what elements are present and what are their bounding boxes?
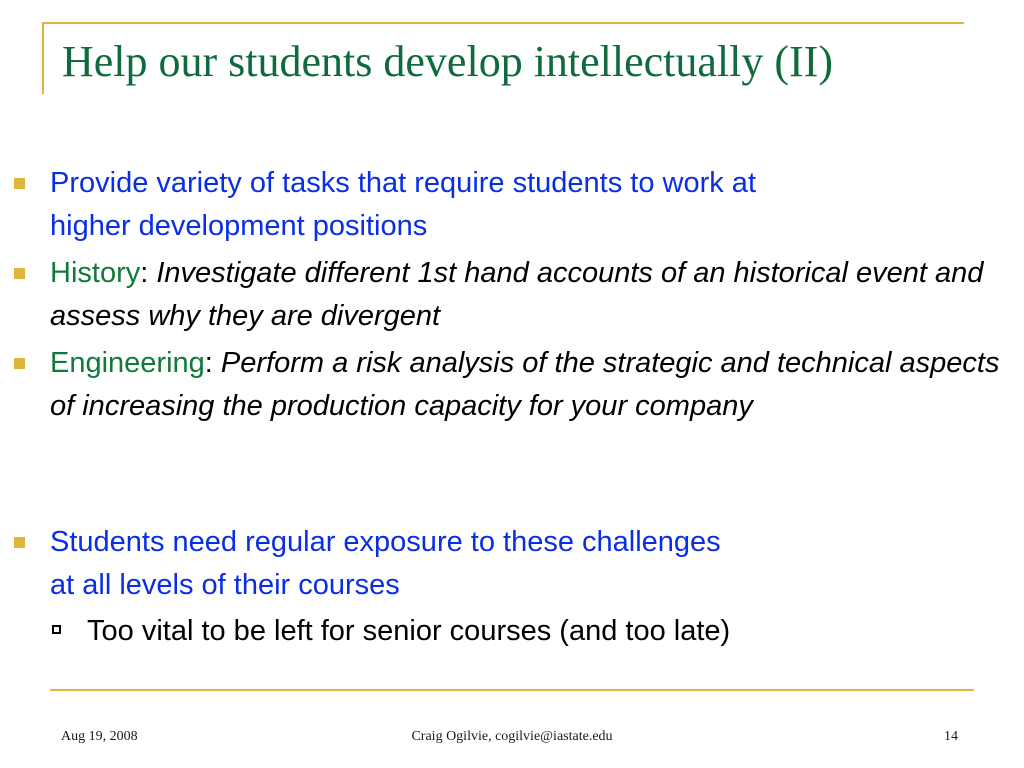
square-bullet-icon bbox=[14, 537, 25, 548]
bullet-item-regular-exposure bbox=[50, 521, 1010, 607]
footer-page-number: 14 bbox=[944, 729, 958, 744]
footer-author: Craig Ogilvie, cogilvie@iastate.edu bbox=[411, 729, 613, 744]
sub-bullet-item bbox=[87, 610, 987, 653]
bullet-text-line1: Students need regular exposure to these challenges bbox=[50, 526, 721, 558]
page-title: Help our students develop intellectually (II) bbox=[62, 37, 833, 86]
title-border-top bbox=[42, 22, 964, 24]
label-separator: : bbox=[140, 257, 149, 289]
bullet-item-variety-of-tasks bbox=[50, 162, 1010, 248]
square-bullet-icon bbox=[14, 178, 25, 189]
bullet-text-line1: Provide variety of tasks that require students to work at bbox=[50, 167, 756, 199]
bullet-label-history: History bbox=[50, 257, 141, 289]
label-separator: : bbox=[204, 347, 213, 379]
square-bullet-icon bbox=[14, 268, 25, 279]
bullet-text-line2: at all levels of their courses bbox=[50, 569, 400, 601]
bullet-body-history: Investigate different 1st hand accounts of an historical event and assess why they are divergent bbox=[50, 257, 984, 332]
bullet-body-engineering: Perform a risk analysis of the strategic and technical aspects of increasing the production capacity for your company bbox=[50, 347, 1000, 422]
bullet-label-engineering: Engineering bbox=[50, 347, 205, 379]
title-border-left bbox=[42, 22, 44, 94]
square-bullet-icon bbox=[14, 358, 25, 369]
bullet-text-line2: higher development positions bbox=[50, 210, 428, 242]
bullet-item-engineering bbox=[50, 342, 1010, 428]
footer-divider bbox=[50, 689, 974, 691]
sub-bullet-text: Too vital to be left for senior courses (and too late) bbox=[87, 615, 731, 647]
hollow-square-bullet-icon bbox=[52, 625, 61, 634]
bullet-item-history bbox=[50, 252, 1010, 338]
footer-date: Aug 19, 2008 bbox=[61, 729, 138, 744]
